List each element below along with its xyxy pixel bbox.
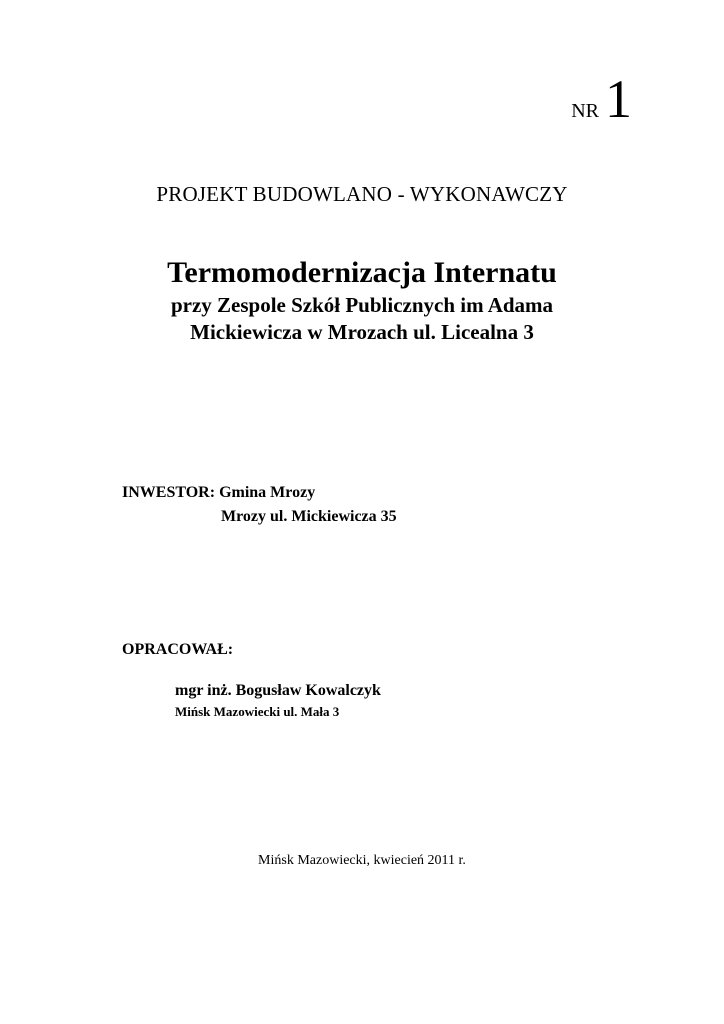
project-title-line-2: przy Zespole Szkół Publicznych im Adama [170, 293, 554, 317]
document-number-value: 1 [605, 69, 632, 129]
investor-address: Mrozy ul. Mickiewicza 35 [221, 508, 397, 525]
project-title-line-3: Mickiewicza w Mrozach ul. Licealna 3 [190, 320, 534, 344]
document-number-label: NR [571, 100, 599, 122]
project-title [0, 254, 724, 346]
investor-label: INWESTOR: [122, 484, 216, 501]
place-and-date: Mińsk Mazowiecki, kwiecień 2011 r. [258, 853, 466, 868]
author-name: mgr inż. Bogusław Kowalczyk [175, 682, 381, 699]
investor-row [122, 484, 315, 502]
project-type-heading: PROJEKT BUDOWLANO - WYKONAWCZY [156, 182, 568, 206]
prepared-by-label: OPRACOWAŁ: [122, 641, 234, 658]
project-title-main: Termomodernizacja Internatu [167, 256, 557, 289]
investor-name: Gmina Mrozy [219, 484, 316, 501]
author-address: Mińsk Mazowiecki ul. Mała 3 [175, 704, 340, 719]
document-number [571, 69, 632, 129]
